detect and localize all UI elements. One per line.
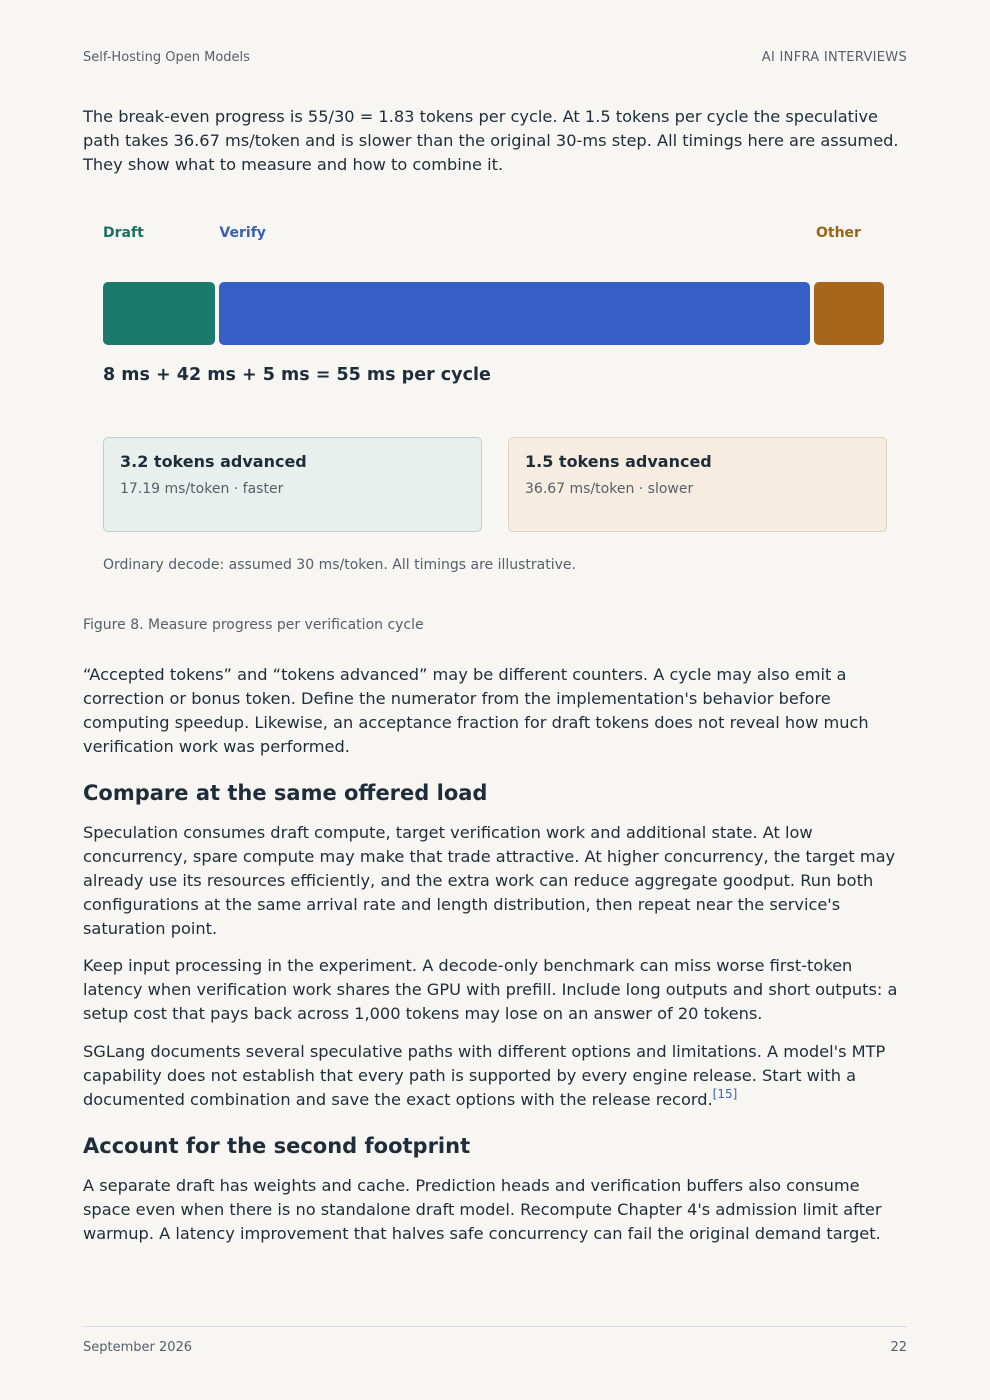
- paragraph-input-processing: Keep input processing in the experiment. A decode-only benchmark can miss worse first-token latency when verification work shares the GPU with prefill. Include long outputs and short outputs: a setup cost that pays back across 1,000 tokens may lose on an answer of 20 tokens.: [83, 956, 898, 1023]
- paragraph-sglang: [83, 1040, 907, 1112]
- cycle-equation: 8 ms + 42 ms + 5 ms = 55 ms per cycle: [103, 365, 491, 385]
- header-series-title: AI INFRA INTERVIEWS: [761, 50, 907, 65]
- citation-link[interactable]: [15]: [712, 1087, 738, 1101]
- running-header: [83, 50, 907, 65]
- footer-divider: [83, 1326, 907, 1327]
- segment-bar-verify: [219, 282, 809, 345]
- paragraph-sglang-text: SGLang documents several speculative paths with different options and limitations. A model's MTP capability does not establish that every path is supported by every engine release. Start with a documented combination and save the exact options with the release record.: [83, 1042, 886, 1109]
- section-heading-second-footprint: Account for the second footprint: [83, 1134, 471, 1158]
- paragraph-draft-footprint: A separate draft has weights and cache. Prediction heads and verification buffers also consume space even when there is no standalone draft model. Recompute Chapter 4's admission limit after warmup. A latency improvement that halves safe concurrency can fail the original demand target.: [83, 1176, 882, 1243]
- section-heading-offered-load: Compare at the same offered load: [83, 781, 488, 805]
- card-slower-subtitle: 36.67 ms/token · slower: [525, 481, 694, 497]
- card-faster: [103, 437, 482, 532]
- paragraph-break-even: The break-even progress is 55/30 = 1.83 tokens per cycle. At 1.5 tokens per cycle the speculative path takes 36.67 ms/token and is slower than the original 30-ms step. All timings here are assumed. They show what to measure and how to combine it.: [83, 107, 899, 174]
- segment-bar-draft: [103, 282, 215, 345]
- card-faster-title: 3.2 tokens advanced: [120, 452, 307, 471]
- figure-caption: Figure 8. Measure progress per verification cycle: [83, 617, 424, 633]
- paragraph-counters: “Accepted tokens” and “tokens advanced” may be different counters. A cycle may also emit a correction or bonus token. Define the numerator from the implementation's behavior before computing speedup. Likewise, an acceptance fraction for draft tokens does not reveal how much verification work was performed.: [83, 665, 869, 756]
- header-book-title: Self-Hosting Open Models: [83, 50, 250, 65]
- card-faster-subtitle: 17.19 ms/token · faster: [120, 481, 284, 497]
- segment-label-verify: Verify: [219, 225, 266, 241]
- figure-note: Ordinary decode: assumed 30 ms/token. All timings are illustrative.: [103, 557, 576, 573]
- card-slower-title: 1.5 tokens advanced: [525, 452, 712, 471]
- card-slower: [508, 437, 887, 532]
- page-footer: [83, 1340, 907, 1355]
- page-number: 22: [890, 1340, 907, 1355]
- footer-date: September 2026: [83, 1340, 193, 1355]
- segment-bar-other: [814, 282, 884, 345]
- paragraph-speculation-cost: Speculation consumes draft compute, target verification work and additional state. At low concurrency, spare compute may make that trade attractive. At higher concurrency, the target may already use its resources efficiently, and the extra work can reduce aggregate goodput. Run both configurations at the same arrival rate and length distribution, then repeat near the service's saturation point.: [83, 823, 896, 938]
- segment-label-draft: Draft: [103, 225, 144, 241]
- segment-label-other: Other: [816, 225, 861, 241]
